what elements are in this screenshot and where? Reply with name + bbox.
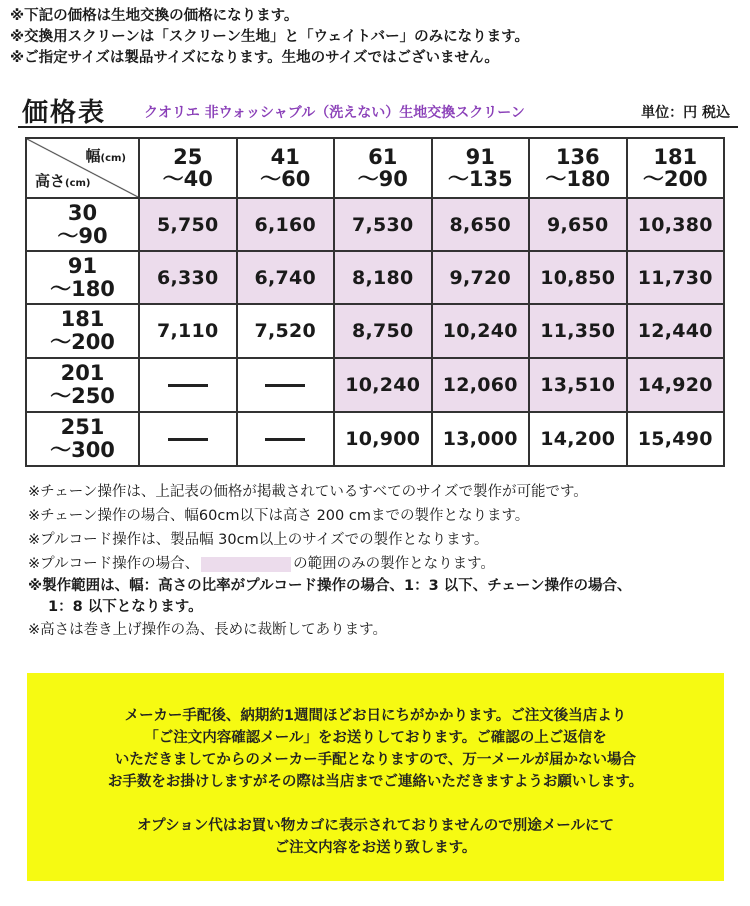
unit-label: 単位：円 税込	[641, 105, 730, 121]
highlight-swatch	[201, 557, 291, 572]
price-cell: 7,520	[237, 304, 335, 358]
note-line: ※製作範囲は、幅：高さの比率がプルコード操作の場合、1：3 以下、チェーン操作の場合、	[28, 578, 632, 594]
price-cell: 14,200	[529, 412, 627, 466]
unavailable-cell	[237, 412, 335, 466]
price-cell: 8,180	[334, 251, 432, 304]
table-row	[26, 358, 724, 412]
table-row	[26, 251, 724, 304]
price-cell: 10,240	[432, 304, 530, 358]
price-table-header	[18, 90, 738, 130]
price-cell: 13,000	[432, 412, 530, 466]
table-row	[26, 198, 724, 251]
note-line: ※プルコード操作は、製品幅 30cm以上のサイズでの製作となります。	[28, 532, 489, 548]
price-cell: 10,240	[334, 358, 432, 412]
notice-line: 「ご注文内容確認メール」をお送りしております。ご確認の上ご返信を	[144, 730, 607, 746]
width-header: 181 ～200	[627, 138, 725, 198]
price-cell: 13,510	[529, 358, 627, 412]
price-cell: 15,490	[627, 412, 725, 466]
dash-mark	[168, 438, 208, 441]
unavailable-cell	[237, 358, 335, 412]
note-line: ※交換用スクリーンは「スクリーン生地」と「ウェイトバー」のみになります。	[10, 29, 529, 45]
notice-line: メーカー手配後、納期約1週間ほどお日にちがかかります。ご注文後当店より	[124, 708, 627, 724]
price-cell: 7,530	[334, 198, 432, 251]
height-header: 181 ～200	[26, 304, 139, 358]
table-row	[26, 304, 724, 358]
unavailable-cell	[139, 358, 237, 412]
price-cell: 10,900	[334, 412, 432, 466]
price-cell: 5,750	[139, 198, 237, 251]
dash-mark	[265, 438, 305, 441]
width-header: 41 ～60	[237, 138, 335, 198]
price-cell: 7,110	[139, 304, 237, 358]
notice-paragraph	[27, 705, 724, 793]
width-header: 136 ～180	[529, 138, 627, 198]
price-cell: 10,380	[627, 198, 725, 251]
height-header: 201 ～250	[26, 358, 139, 412]
price-cell: 9,720	[432, 251, 530, 304]
dash-mark	[265, 384, 305, 387]
price-cell: 6,330	[139, 251, 237, 304]
height-header: 30 ～90	[26, 198, 139, 251]
dash-mark	[168, 384, 208, 387]
table-corner-cell	[26, 138, 139, 198]
note-line: ※ご指定サイズは製品サイズになります。生地のサイズではございません。	[10, 50, 499, 66]
note-line: 1：8 以下となります。	[48, 599, 203, 615]
price-cell: 14,920	[627, 358, 725, 412]
note-line: ※下記の価格は生地交換の価格になります。	[10, 8, 299, 24]
price-cell: 12,440	[627, 304, 725, 358]
height-header: 91 ～180	[26, 251, 139, 304]
table-header-row	[26, 138, 724, 198]
price-cell: 6,740	[237, 251, 335, 304]
price-cell: 11,350	[529, 304, 627, 358]
width-axis-label: 幅(cm)	[85, 147, 126, 165]
price-cell: 6,160	[237, 198, 335, 251]
width-header: 25 ～40	[139, 138, 237, 198]
width-header: 91 ～135	[432, 138, 530, 198]
page-title: 価格表	[22, 98, 107, 128]
price-cell: 10,850	[529, 251, 627, 304]
price-cell: 11,730	[627, 251, 725, 304]
price-cell: 8,750	[334, 304, 432, 358]
notice-line: ご注文内容をお送り致します。	[274, 840, 477, 856]
notice-box	[27, 673, 724, 881]
conditions-notes	[28, 480, 746, 642]
notice-paragraph	[27, 815, 724, 859]
note-line: ※プルコード操作の場合、 の範囲のみの製作となります。	[28, 556, 495, 572]
note-line: ※チェーン操作は、上記表の価格が掲載されているすべてのサイズで製作が可能です。	[28, 484, 588, 500]
price-cell: 9,650	[529, 198, 627, 251]
table-row	[26, 412, 724, 466]
notice-line: お手数をお掛けしますがその際は当店までご連絡いただきますようお願いします。	[107, 774, 644, 790]
product-name: クオリエ 非ウォッシャブル（洗えない）生地交換スクリーン	[144, 105, 525, 121]
unavailable-cell	[139, 412, 237, 466]
height-header: 251 ～300	[26, 412, 139, 466]
notice-line: オプション代はお買い物カゴに表示されておりませんので別途メールにて	[137, 818, 614, 834]
notice-line: いただきましてからのメーカー手配となりますので、万一メールが届かない場合	[114, 752, 637, 768]
width-header: 61 ～90	[334, 138, 432, 198]
note-line: ※チェーン操作の場合、幅60cm以下は高さ 200 cmまでの製作となります。	[28, 508, 530, 524]
title-underline	[18, 126, 738, 128]
price-table	[25, 137, 725, 467]
height-axis-label: 高さ(cm)	[35, 172, 91, 190]
top-notes	[10, 6, 745, 69]
note-line: ※高さは巻き上げ操作の為、長めに裁断してあります。	[28, 622, 387, 638]
price-cell: 12,060	[432, 358, 530, 412]
price-cell: 8,650	[432, 198, 530, 251]
